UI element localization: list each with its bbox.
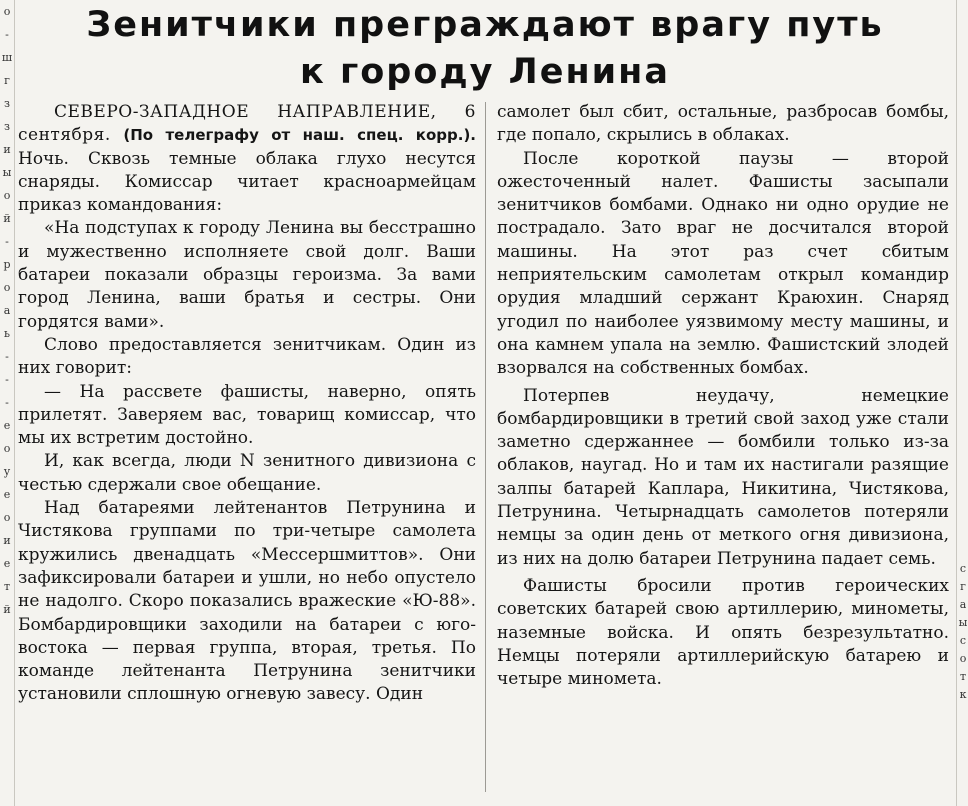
edge-char: т — [959, 670, 967, 683]
edge-char: з — [4, 97, 10, 110]
edge-char: ь — [4, 327, 10, 340]
article-paragraph: Над батареями лейтенантов Петрунина и Чистякова группами по три-четыре самолета кружились двенадцать «Мессершмиттов». Они зафиксировали батареи и ушли, но небо опустело не надолго. Скоро показались вражеские «Ю-88». Бомбардировщики заходили на батареи с юго-востока — первая группа, вторая, третья. По команде лейтенанта Петрунина зенитчики установили сплошную огневую завесу. Один — [18, 498, 476, 705]
article-text: Ночь. Сквозь темные облака глухо несутся снаряды. Комиссар читает красноармейцам приказ командования: — [18, 148, 476, 216]
edge-char: о — [3, 281, 11, 294]
edge-char: а — [959, 598, 967, 611]
article-column-left — [18, 101, 476, 707]
article-paragraph: Фашисты бросили против героических советских батарей свою артиллерию, минометы, наземные войска. И опять безрезультатно. Немцы потеряли артиллерийскую батарею и четыре миномета. — [497, 575, 949, 690]
edge-char: ы — [958, 616, 968, 629]
article-paragraph: самолет был сбит, остальные, разбросав бомбы, где попало, скрылись в облаках. — [497, 102, 949, 146]
article-paragraph: И, как всегда, люди N зенитного дивизиона с честью сдержали свое обещание. — [18, 451, 476, 495]
column-divider — [485, 102, 486, 792]
edge-char: з — [4, 120, 10, 133]
dateline: СЕВЕРО-ЗАПАДНОЕ НАПРАВЛЕНИЕ, 6 сентября. — [18, 102, 476, 146]
edge-char: у — [3, 465, 11, 478]
edge-char: с — [959, 562, 967, 575]
article-paragraph: Потерпев неудачу, немецкие бомбардировщики в третий свой заход уже стали заметно сдержаннее — бомбили только из-за облаков, наугад. Но и там их настигали разящие залпы батарей Каплара, Никитина, Чистякова, Петрунина. Четырнадцать самолетов потеряли немцы за один день от меткого огня дивизиона, из них на долю батареи Петрунина падает семь. — [497, 385, 949, 569]
edge-char: т — [3, 580, 11, 593]
article-paragraph: «На подступах к городу Ленина вы бесстрашно и мужественно исполняете свой долг. Ваши батареи показали образцы героизма. За вами город Ленина, ваши братья и сестры. Они гордятся вами». — [18, 218, 476, 332]
edge-char: й — [3, 603, 11, 616]
edge-char: к — [959, 688, 967, 701]
edge-char: - — [5, 373, 9, 386]
edge-char: е — [3, 419, 11, 432]
edge-char: е — [3, 488, 11, 501]
article-paragraph: После короткой паузы — второй ожесточенный налет. Фашисты засыпали зенитчиков бомбами. Однако ни одно орудие не пострадало. Зато враг не досчитался второй машины. На этот раз счет сбитым неприятельским самолетам открыл командир орудия младший сержант Краюхин. Снаряд угодил по наиболее уязвимому месту машины, и она камнем упала на землю. Фашистский злодей взорвался на собственных бомбах. — [497, 148, 949, 379]
edge-char: о — [3, 189, 11, 202]
edge-char: - — [5, 235, 9, 248]
article-paragraph: Слово предоставляется зенитчикам. Один из них говорит: — [18, 334, 476, 379]
article-paragraph-lead — [18, 101, 476, 217]
edge-char: и — [3, 143, 11, 156]
edge-char: и — [3, 534, 11, 547]
article-paragraph: — На рассвете фашисты, наверно, опять прилетят. Заверяем вас, товарищ комиссар, что мы их встретим достойно. — [18, 381, 476, 449]
edge-char: о — [3, 442, 11, 455]
edge-char: е — [3, 557, 11, 570]
headline-line-2: к городу Ленина — [300, 52, 670, 92]
edge-char: - — [5, 28, 9, 41]
edge-char: а — [3, 304, 11, 317]
edge-char: о — [3, 511, 11, 524]
edge-char: - — [5, 350, 9, 363]
edge-char: о — [3, 5, 11, 18]
edge-char: й — [3, 212, 11, 225]
edge-char: с — [959, 634, 967, 647]
edge-char: - — [5, 396, 9, 409]
byline: (По телеграфу от наш. спец. корр.). — [123, 126, 477, 145]
left-adjacent-column-fragment — [0, 0, 15, 806]
edge-char: ы — [2, 166, 12, 179]
edge-char: о — [959, 652, 967, 665]
edge-char: г — [960, 580, 966, 593]
edge-char: р — [3, 258, 11, 271]
edge-char: ш — [1, 51, 13, 64]
headline-line-1: Зенитчики преграждают врагу путь — [86, 5, 884, 45]
article-column-right — [497, 101, 949, 691]
right-adjacent-column-fragment — [956, 0, 968, 806]
edge-char: г — [4, 74, 10, 87]
article-headline — [20, 2, 950, 96]
